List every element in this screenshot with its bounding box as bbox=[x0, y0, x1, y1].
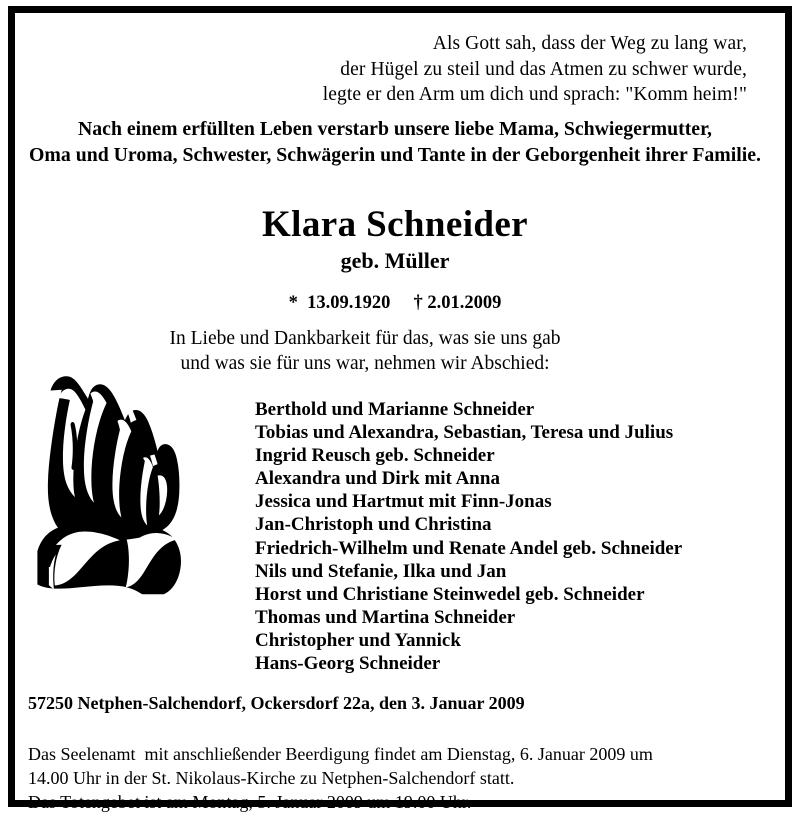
life-dates: * 13.09.1920 † 2.01.2009 bbox=[288, 293, 502, 313]
list-item: Nils und Stefanie, Ilka und Jan bbox=[255, 560, 507, 582]
dedication-line-2: und was sie für uns war, nehmen wir Abschied: bbox=[180, 353, 550, 374]
list-item: Tobias und Alexandra, Sebastian, Teresa und Julius bbox=[255, 422, 674, 444]
verse-line-3: legte er den Arm um dich und sprach: "Komm heim!" bbox=[322, 84, 747, 105]
list-item: Berthold und Marianne Schneider bbox=[255, 399, 535, 420]
verse-line-2: der Hügel zu steil und das Atmen zu schwer wurde, bbox=[340, 58, 747, 80]
place-and-date: 57250 Netphen-Salchendorf, Ockersdorf 22a, den 3. Januar 2009 bbox=[28, 693, 525, 713]
list-item: Friedrich-Wilhelm und Renate Andel geb. Schneider bbox=[255, 537, 683, 559]
notice-content bbox=[15, 13, 785, 813]
list-item: Jessica und Hartmut mit Finn-Jonas bbox=[255, 491, 552, 513]
service-line-3: Das Totengebet ist am Montag, 5. Januar 2009 um 19.00 Uhr. bbox=[28, 792, 472, 813]
lead-statement bbox=[28, 116, 761, 168]
list-item: Christopher und Yannick bbox=[255, 629, 461, 651]
service-line-1: Das Seelenamt mit anschließender Beerdigung findet am Dienstag, 6. Januar 2009 um bbox=[28, 744, 653, 764]
list-item: Hans-Georg Schneider bbox=[255, 653, 441, 675]
list-item: Thomas und Martina Schneider bbox=[255, 606, 516, 628]
list-item: Horst und Christiane Steinwedel geb. Schneider bbox=[255, 583, 645, 605]
deceased-name: Klara Schneider bbox=[261, 204, 528, 245]
mourners-list bbox=[255, 398, 775, 675]
verse-line-1: Als Gott sah, dass der Weg zu lang war, bbox=[432, 33, 747, 54]
praying-hands-icon bbox=[28, 362, 218, 607]
deceased-maiden-name: geb. Müller bbox=[340, 248, 450, 273]
service-details bbox=[28, 742, 776, 815]
dedication-line-1: In Liebe und Dankbarkeit für das, was sie uns gab bbox=[169, 328, 561, 349]
list-item: Ingrid Reusch geb. Schneider bbox=[255, 445, 495, 467]
lead-line-1: Nach einem erfüllten Leben verstarb unsere liebe Mama, Schwiegermutter, bbox=[77, 118, 713, 140]
service-line-2: 14.00 Uhr in der St. Nikolaus-Kirche zu Netphen-Salchendorf statt. bbox=[28, 768, 515, 789]
verse-block bbox=[15, 31, 747, 108]
deceased-name-block bbox=[15, 203, 775, 315]
list-item: Alexandra und Dirk mit Anna bbox=[255, 468, 500, 490]
lead-line-2: Oma und Uroma, Schwester, Schwägerin und Tante in der Geborgenheit ihrer Familie. bbox=[28, 144, 761, 166]
list-item: Jan-Christoph und Christina bbox=[255, 514, 492, 536]
